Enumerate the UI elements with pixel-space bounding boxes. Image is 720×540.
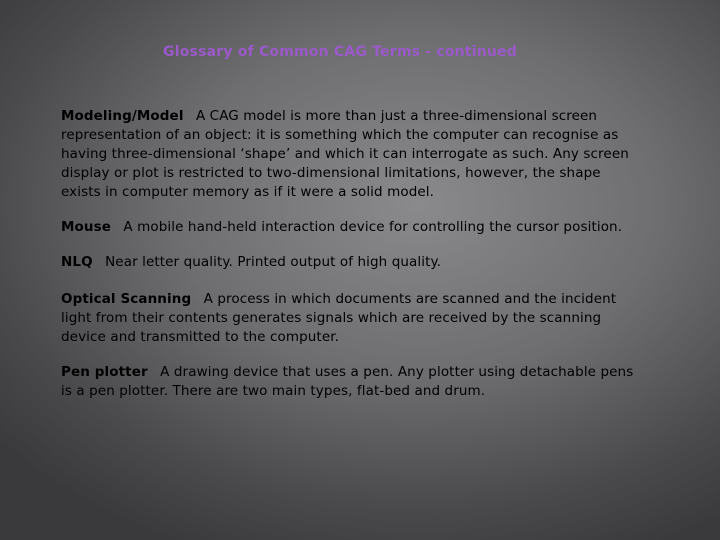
glossary-definition: A mobile hand-held interaction device for controlling the cursor position. xyxy=(123,219,623,235)
glossary-entry-pen-plotter xyxy=(61,363,641,401)
glossary-definition: A process in which documents are scanned and the incident light from their contents generates signals which are received by the scanning device and transmitted to the computer. xyxy=(61,291,617,345)
glossary-term: NLQ xyxy=(61,254,93,270)
glossary-entry-modeling xyxy=(61,107,641,202)
glossary-entry-optical-scanning xyxy=(61,290,641,347)
glossary-term: Pen plotter xyxy=(61,364,148,380)
slide-title: Glossary of Common CAG Terms - continued xyxy=(163,44,517,60)
glossary-term: Mouse xyxy=(61,219,112,235)
glossary-term: Optical Scanning xyxy=(61,291,192,307)
glossary-definition: A CAG model is more than just a three-dimensional screen representation of an object: it is something which the computer can recognise as having three-dimensional ‘shape’ and which it can interrogate as such. Any screen display or plot is restricted to two-dimensional limitations, however, the shape exists in computer memory as if it were a solid model. xyxy=(61,108,629,200)
glossary-definition: Near letter quality. Printed output of high quality. xyxy=(105,254,442,270)
glossary-definition: A drawing device that uses a pen. Any plotter using detachable pens is a pen plotter. There are two main types, flat-bed and drum. xyxy=(61,364,634,399)
glossary-entry-nlq xyxy=(61,253,641,272)
glossary-list xyxy=(61,107,641,417)
glossary-entry-mouse xyxy=(61,218,641,237)
glossary-term: Modeling/Model xyxy=(61,108,184,124)
